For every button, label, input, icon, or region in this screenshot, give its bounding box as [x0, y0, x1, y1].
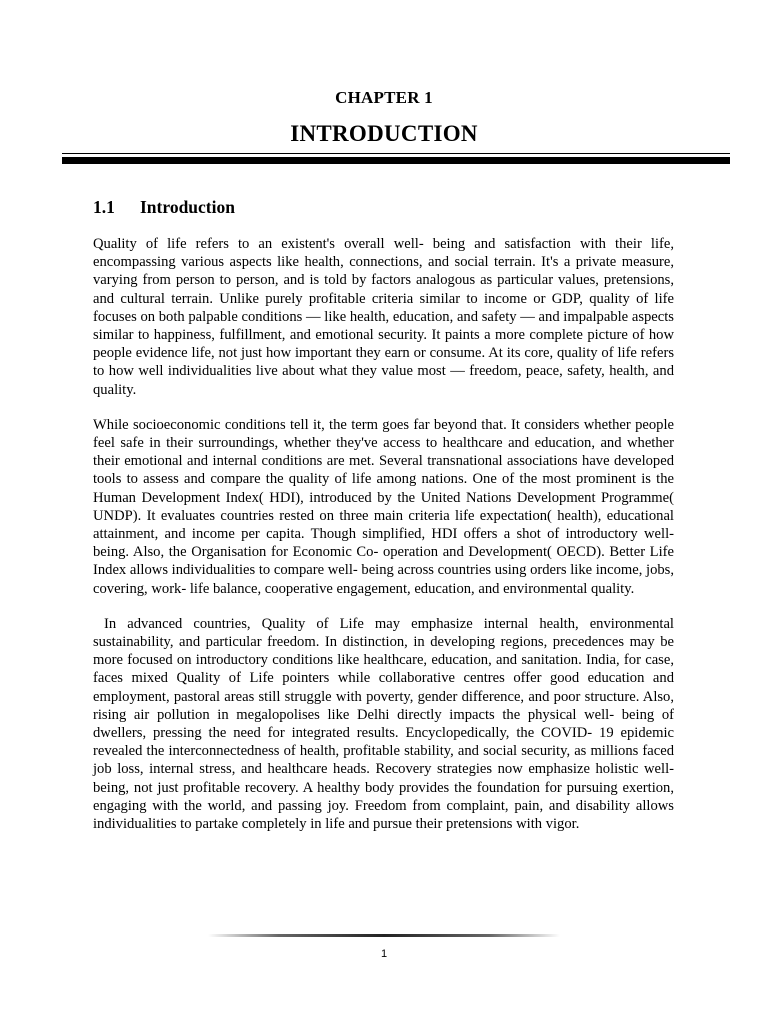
- paragraph-1: Quality of life refers to an existent's overall well- being and satisfaction with their life, encompassing various aspects like health, connections, and social terrain. It's a private measure, varying from person to person, and is told by factors analogous as particular values, pretensions, and cultural terrain. Unlike purely profitable criteria similar to income or GDP, quality of life focuses on both palpable conditions — like health, education, and safety — and impalpable aspects similar to happiness, fulfillment, and emotional security. It paints a more complete picture of how people evidence life, not just how important they earn or consume. At its core, quality of life refers to how well individualities live about what they value most — freedom, peace, safety, health, and quality.: [93, 236, 674, 398]
- header-divider-thick: [62, 157, 730, 164]
- paragraph-3: In advanced countries, Quality of Life may emphasize internal health, environmental sustainability, and particular freedom. In distinction, in developing regions, precedences may be more focused on introductory conditions like healthcare, education, and sanitation. India, for case, faces mixed Quality of Life pointers while collaborative centres offer good education and employment, pastoral areas still struggle with poverty, gender difference, and poor structure. Also, rising air pollution in megalopolises like Delhi directly impacts the physical well- being of dwellers, pressing the need for integrated results. Encyclopedically, the COVID- 19 epidemic revealed the interconnectedness of health, profitable stability, and social security, as millions faced job loss, internal stress, and healthcare heads. Recovery strategies now emphasize holistic well- being, not just profitable recovery. A healthy body provides the foundation for pursuing exertion, engaging with the world, and passing joy. Freedom from complaint, pain, and disability allows individualities to partake completely in life and pursue their pretensions with vigor.: [93, 615, 678, 833]
- section-heading: [93, 197, 235, 218]
- chapter-title: INTRODUCTION: [290, 121, 478, 146]
- page-number: 1: [380, 948, 388, 960]
- section-title: Introduction: [140, 197, 235, 217]
- paragraph-2: While socioeconomic conditions tell it, the term goes far beyond that. It considers whether people feel safe in their surroundings, whether they've access to healthcare and education, and whether their emotional and internal conditions are met. Several transnational associations have developed tools to assess and compare the quality of life among nations. One of the most prominent is the Human Development Index( HDI), introduced by the United Nations Development Programme( UNDP). It evaluates countries rested on three main criteria life expectation( health), educational attainment, and income per capita. Though simplified, HDI offers a shot of introductory well- being. Also, the Organisation for Economic Co- operation and Development( OECD). Better Life Index allows individualities to compare well- being across countries using orders like income, jobs, covering, work- life balance, cooperative engagement, education, and environmental quality.: [93, 416, 674, 597]
- header-divider-thin: [62, 153, 730, 154]
- footer-divider: [208, 934, 560, 937]
- section-number: 1.1: [93, 197, 115, 217]
- chapter-label: CHAPTER 1: [335, 88, 433, 107]
- body-text: [93, 235, 678, 850]
